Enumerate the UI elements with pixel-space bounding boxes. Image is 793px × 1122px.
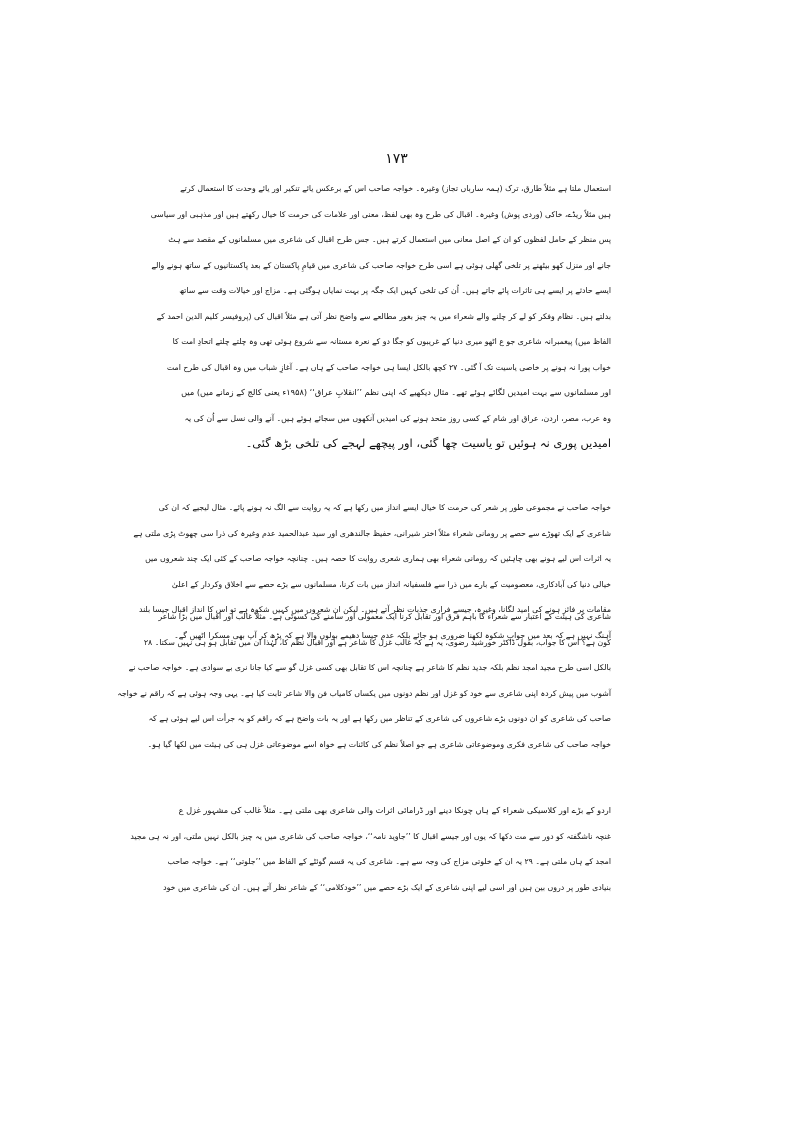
- text-line: یہ اثرات اس لیے ہونے بھی چاہئیں کہ رومانی شعراء بھی ہماری شعری روایت کا حصہ ہیں۔ چنانچہ خواجہ صاحب کے کئی ایک چند شعروں میں: [145, 554, 611, 563]
- text-line: خواجہ صاحب کی شاعری فکری وموضوعاتی شاعری ہے جو اصلاً نظم کی کائنات ہے خواہ اسے موضوعاتی غزل ہی کی ہیئت میں لکھا گیا ہو۔: [147, 739, 611, 749]
- text-line: کون ہے؟ اس کا جواب، بقول ڈاکٹر خورشید رضوی، یہ ہے کہ غالب غزل کا شاعر ہے اور اقبال نظم کا، لہٰذا ان میں تقابل ہو ہی نہیں سکتا۔ ۲۸: [143, 637, 611, 647]
- text-line: پس منظر کے حامل لفظوں کو ان کے اصل معانی میں استعمال کرتے ہیں۔ جس طرح اقبال کی شاعری میں مسلمانوں کے مقصد سے ہٹ: [168, 235, 611, 244]
- text-line: شاعری کے ایک تھوڑے سے حصے پر رومانی شعراء مثلاً اختر شیرانی، حفیظ جالندھری اور سید عبدالحمید عدم وغیرہ کی ذرا سی چھوٹ پڑی ملتی ہے: [133, 528, 611, 538]
- text-line: وہ عرب، مصر، اردن، عراق اور شام کے کسی روز متحد ہونے کی امیدیں آنکھوں میں سجائے ہوئے ہیں۔ آنے والی نسل سے اُن کی یہ: [184, 413, 611, 423]
- text-line: مقامات پر فائز ہونے کی امید لگانا، وغیرہ، جیسے فراری جذبات نظر آتے ہیں۔ لیکن ان شعروں میں کہیں شکوہ ہے تو اس کا انداز اقبال جیسا بلند: [138, 605, 611, 614]
- text-line: صاحب کی شاعری کو ان دونوں بڑے شاعروں کی شاعری کے تناظر میں رکھا ہے اور یہ بات واضح ہے کہ راقم کو یہ جرأت اس لیے ہوئی ہے کہ: [148, 714, 611, 723]
- text-line: ایسے حادثے پر ایسے ہی تاثرات پائے جاتے ہیں۔ اُن کی تلخی کہیں ایک جگہ پر بہت نمایاں ہوگئی ہے۔ مزاج اور خیالات وقت سے ساتھ: [179, 286, 611, 295]
- text-line: شاعری کی ہیئت کے اعتبار سے شعراء کا باہم فرق اور تقابل کرنا ایک معمولی اور سامنے کی کسوٹی ہے۔ مثلاً غالب اور اقبال میں بڑا شاعر: [158, 612, 611, 621]
- paragraph-4: [130, 798, 611, 900]
- text-line: خواجہ صاحب نے مجموعی طور پر شعر کی حرمت کا خیال ایسے انداز میں رکھا ہے کہ یہ روایت سے الگ نہ ہونے پائے۔ مثال لیجیے کہ ان کی: [158, 503, 611, 512]
- text-line: اور مسلمانوں سے بہت امیدیں لگائے ہوئے تھے۔ مثال دیکھیے کہ اپنی نظم ’’انقلابِ عراق‘‘ (۱۹۵۸ء یعنی کالج کے زمانے میں) میں: [181, 387, 611, 397]
- text-line: امیدیں پوری نہ ہوئیں تو یاسیت چھا گئی، اور پیچھے لہجے کی تلخی بڑھ گئی۔: [245, 436, 611, 450]
- page-number: ١٧٣: [385, 151, 408, 167]
- paragraph-3: [117, 604, 611, 757]
- text-line: بدلتے ہیں۔ نظام وفکر کو لے کر چلنے والے شعراء میں یہ چیز بغور مطالعے سے واضح نظر آتی ہے مثلاً اقبال کی (پروفیسر کلیم الدین احمد کے: [156, 311, 611, 321]
- text-line: غنچہ ناشگفتہ کو دور سے مت دکھا کہ یوں اور جیسے اقبال کا ’’جاوید نامہ‘‘، خواجہ صاحب کی شاعری میں یہ چیز بالکل نہیں ملتی، اور نہ ہی مجید: [130, 831, 611, 841]
- text-line: اردو کے بڑے اور کلاسیکی شعراء کے ہاں چونکا دینے اور ڈرامائی اثرات والی شاعری بھی ملتی ہے۔ مثلاً غالب کی مشہور غزل ع: [178, 805, 611, 815]
- text-line: آہنگ نہیں ہے کہ بعد میں جوابِ شکوہ لکھنا ضروری ہو جائے بلکہ عدم جیسا دھیمے بولوں والا ہے کہ پڑھ کر آپ بھی مسکرا اٹھیں گے۔: [174, 630, 611, 640]
- text-line: خواب پورا نہ ہونے پر خاصی یاسیت تک آ گئی۔ ۲۷ کچھ بالکل ایسا ہی خواجہ صاحب کے ہاں ہے۔ آغازِ شباب میں وہ اقبال کی طرح امت: [166, 362, 611, 372]
- paragraph-1: [150, 176, 611, 457]
- text-line: بنیادی طور پر دروں بین ہیں اور اسی لیے اپنی شاعری کے ایک بڑے حصے میں ’’خودکلامی‘‘ کے شاعر نظر آتے ہیں۔ ان کی شاعری میں خود: [163, 882, 611, 892]
- text-line: ہیں مثلاً ریڈے، خاکی (وردی پوش) وغیرہ۔ اقبال کی طرح وہ بھی لفظ، معنی اور علامات کی حرمت کا خیال رکھتے ہیں اور مذہبی اور سیاسی: [150, 209, 611, 219]
- text-line: استعمال ملتا ہے مثلاً طارق، ترک (ہمہ سارباں تجاز) وغیرہ۔ خواجہ صاحب اس کے برعکس یائے تنکیر اور یائے وحدت کا استعمال کرتے: [180, 184, 611, 193]
- text-line: آشوب میں پیش کردہ اپنی شاعری سے خود کو غزل اور نظم دونوں میں یکساں کامیاب فن والا شاعر ثابت کیا ہے۔ یہی وجہ ہوئی ہے کہ راقم نے خواجہ: [117, 688, 611, 698]
- text-line: خیالی دنیا کی آبادکاری، معصومیت کے بارے میں ذرا سے فلسفیانہ انداز میں بات کرنا، مسلمانوں سے بڑے حصے سے اخلاق وکردار کے اعلیٰ: [171, 579, 611, 589]
- text-line: جانے اور منزل کھو بیٹھنے پر تلخی گھلی ہوئی ہے اسی طرح خواجہ صاحب کی شاعری میں قیامِ پاکستان کے بعد پاکستانیوں کے ساتھ ہونے والے: [151, 260, 611, 270]
- text-line: امجد کے ہاں ملتی ہے۔ ۲۹ یہ ان کے خلوتی مزاج کی وجہ سے ہے۔ شاعری کی یہ قسم گوئٹے کے الفاظ میں ’’جلوتی‘‘ ہے۔ خواجہ صاحب: [167, 857, 611, 866]
- text-line: بالکل اسی طرح مجید امجد نظم بلکہ جدید نظم کا شاعر ہے چنانچہ اس کا تقابل بھی کسی غزل گو سے کیا جانا نری بے سوادی ہے۔ خواجہ صاحب نے: [128, 663, 611, 672]
- text-line: الفاظ میں) پیغمبرانہ شاعری جو ع اٹھو میری دنیا کے غریبوں کو جگا دو کے نعرہ مستانہ سے شروع ہوئی تھی وہ چلتے چلتے اتحادِ امت کا: [172, 337, 611, 346]
